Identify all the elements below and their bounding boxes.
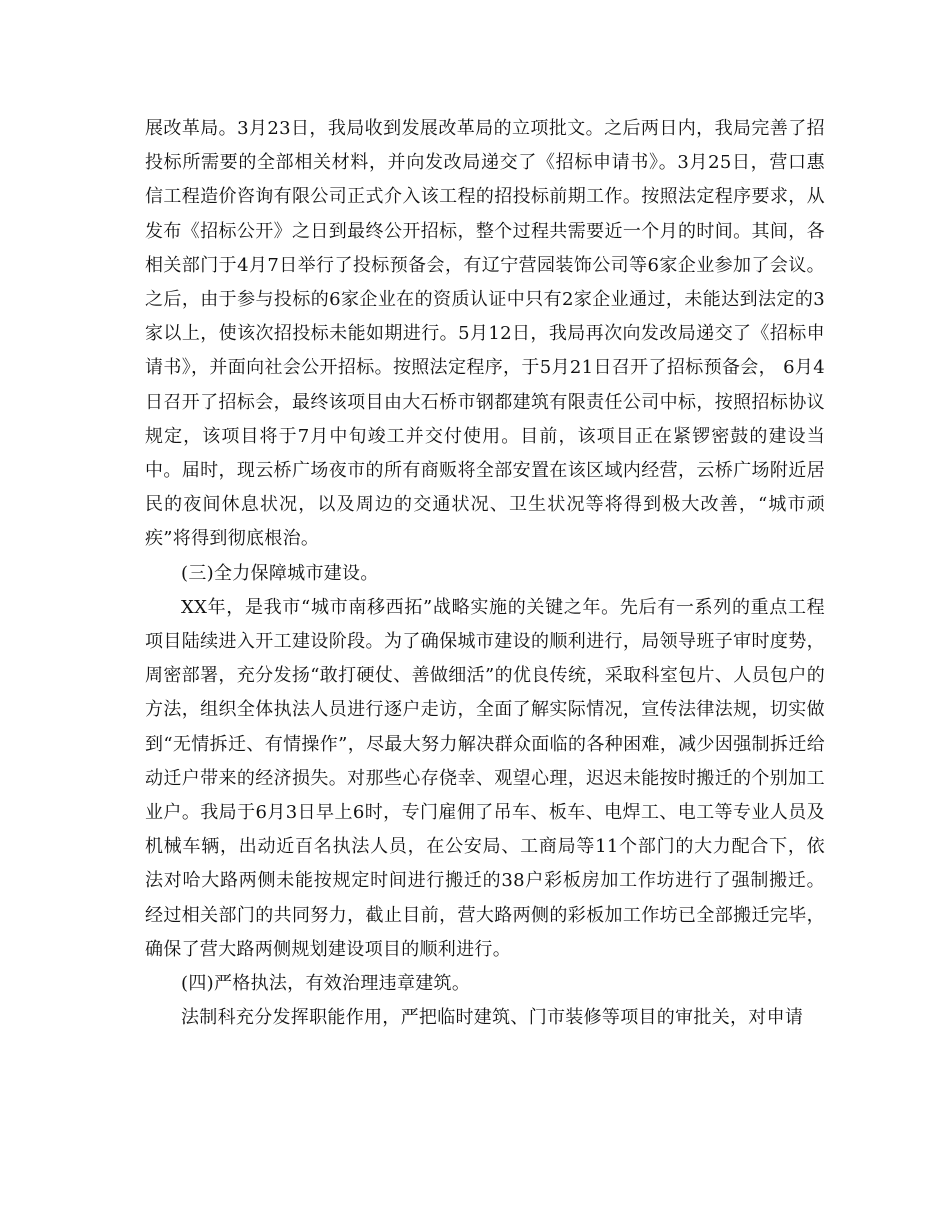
section-heading-3: (三)全力保障城市建设。 <box>181 562 379 584</box>
document-body <box>145 112 825 1035</box>
section-heading-4: (四)严格执法，有效治理违章建筑。 <box>181 973 471 995</box>
paragraph-city-construction: XX年，是我市“城市南移西拓”战略实施的关键之年。先后有一系列的重点工程项目陆续进入开工建设阶段。为了确保城市建设的顺利进行，局领导班子审时度势，周密部署，充分发扬“敢打硬仗、善做细活”的优良传统，采取科室包片、人员包户的方法，组织全体执法人员进行逐户走访，全面了解实际情况，宣传法律法规，切实做到“无情拆迁、有情操作”，尽最大努力解决群众面临的各种困难，减少因强制拆迁给动迁户带来的经济损失。对那些心存侥幸、观望心理，迟迟未能按时搬迁的个别加工业户。我局于6月3日早上6时，专门雇佣了吊车、板车、电焊工、电工等专业人员及机械车辆，出动近百名执法人员，在公安局、工商局等11个部门的大力配合下，依法对哈大路两侧未能按规定时间进行搬迁的38户彩板房加工作坊进行了强制搬迁。经过相关部门的共同努力，截止目前，营大路两侧的彩板加工作坊已全部搬迁完毕，确保了营大路两侧规划建设项目的顺利进行。 <box>145 596 825 960</box>
paragraph-bidding-process: 展改革局。3月23日，我局收到发展改革局的立项批文。之后两日内，我局完善了招投标所需要的全部相关材料，并向发改局递交了《招标申请书》。3月25日，营口惠信工程造价咨询有限公司正式介入该工程的招投标前期工作。按照法定程序要求，从发布《招标公开》之日到最终公开招标，整个过程共需要近一个月的时间。其间，各相关部门于4月7日举行了投标预备会，有辽宁营园装饰公司等6家企业参加了会议。之后，由于参与投标的6家企业在的资质认证中只有2家企业通过，未能达到法定的3家以上，使该次招投标未能如期进行。5月12日，我局再次向发改局递交了《招标申请书》，并面向社会公开招标。按照法定程序，于5月21日召开了招标预备会， 6月4日召开了招标会，最终该项目由大石桥市钢都建筑有限责任公司中标，按照招标协议规定，该项目将于7月中旬竣工并交付使用。目前，该项目正在紧锣密鼓的建设当中。届时，现云桥广场夜市的所有商贩将全部安置在该区域内经营，云桥广场附近居民的夜间休息状况，以及周边的交通状况、卫生状况等将得到极大改善，“城市顽疾”将得到彻底根治。 <box>145 118 825 550</box>
paragraph-legal-section: 法制科充分发挥职能作用，严把临时建筑、门市装修等项目的审批关，对申请 <box>181 1007 804 1029</box>
